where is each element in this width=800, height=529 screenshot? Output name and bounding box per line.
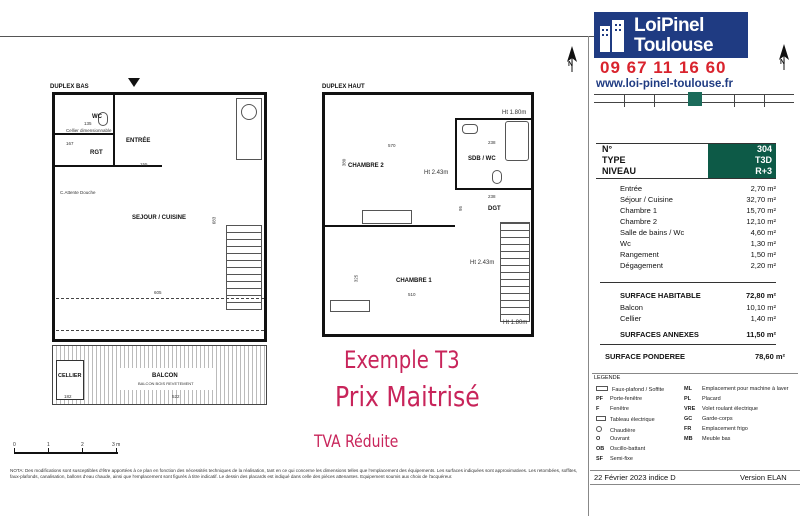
- wall: [531, 92, 534, 337]
- north-label: N: [568, 61, 574, 68]
- lot-type-value: T3D: [754, 155, 772, 165]
- surface-row: Entrée 2,70 m²: [620, 184, 776, 193]
- scale-label: 0: [13, 442, 16, 448]
- dimension: 238: [488, 140, 496, 145]
- dimension: 510: [408, 292, 416, 297]
- surfaces-annexes-row: SURFACES ANNEXES 11,50 m²: [620, 330, 776, 339]
- dimension: 238: [488, 194, 496, 199]
- panel-left-border: [588, 36, 589, 516]
- dimension: 135: [84, 121, 92, 126]
- wall: [113, 95, 115, 165]
- wall: [455, 188, 531, 190]
- brand-logo[interactable]: [594, 12, 748, 58]
- entry-arrow-icon: [128, 78, 140, 87]
- note-cellier-dimensionnable: Cellier dimensionnable: [66, 128, 112, 133]
- dimension: 155: [140, 162, 148, 167]
- scale-tick: [14, 448, 15, 454]
- legend-item: PL Placard: [684, 396, 721, 402]
- legend-item: OB Oscillo-battant: [596, 446, 646, 452]
- brand-phone[interactable]: 09 67 11 16 60: [600, 58, 727, 77]
- north-arrow-icon: [566, 46, 578, 72]
- dimension: 683: [211, 216, 217, 225]
- watermark-prix-maitrise: Prix Maitrisé: [335, 380, 480, 413]
- room-label-dgt: DGT: [488, 206, 501, 212]
- ceiling-dashline: [56, 298, 264, 299]
- wall: [52, 92, 267, 95]
- logo-line1: LoiPinel: [634, 15, 704, 36]
- brand-website[interactable]: www.loi-pinel-toulouse.fr: [596, 78, 733, 90]
- wall: [322, 92, 534, 95]
- surface-row: Rangement 1,50 m²: [620, 250, 776, 259]
- dimension: 380: [341, 158, 347, 167]
- legend-title: LEGENDE: [594, 375, 621, 381]
- wall: [52, 92, 55, 342]
- room-label-rgt: RGT: [90, 150, 103, 156]
- balcony-label-box: [118, 368, 214, 390]
- dimension: 605: [154, 290, 162, 295]
- legend-item: SF Semi-fixe: [596, 456, 633, 462]
- legend-item: F Fenêtre: [596, 406, 629, 412]
- dimension: 182: [64, 394, 72, 399]
- wall: [112, 165, 162, 167]
- height-label: Ht 2.43m: [470, 260, 495, 266]
- wall: [325, 225, 455, 227]
- scale-label: 3 m: [112, 442, 121, 448]
- staircase: [500, 222, 530, 322]
- room-label-chambre2: CHAMBRE 2: [348, 163, 384, 169]
- scale-label: 1: [47, 442, 50, 448]
- scale-label: 2: [81, 442, 84, 448]
- surface-ponderee-row: SURFACE PONDEREE 78,60 m²: [605, 352, 785, 361]
- top-border-line: [0, 36, 595, 37]
- surface-habitable-row: SURFACE HABITABLE 72,80 m²: [620, 291, 776, 300]
- wall: [455, 118, 457, 188]
- room-label-cellier: CELLIER: [58, 373, 82, 379]
- room-label-wc: WC: [92, 114, 102, 120]
- surface-row: Séjour / Cuisine 32,70 m²: [620, 195, 776, 204]
- kitchen-hob: [241, 104, 257, 120]
- legend-item: Faux-plafond / Soffite: [596, 386, 664, 393]
- bathtub: [505, 121, 529, 161]
- legend-item: PF Porte-fenêtre: [596, 396, 643, 402]
- location-mini-plan: [594, 92, 794, 110]
- legend-item: GC Garde-corps: [684, 416, 733, 422]
- legend-item: VRE Volet roulant électrique: [684, 406, 758, 412]
- watermark-tva-reduite: TVA Réduite: [314, 432, 399, 452]
- lot-type-label: TYPE: [602, 155, 626, 165]
- wall: [322, 334, 534, 337]
- wc-toilet: [492, 170, 502, 184]
- wall: [52, 339, 267, 342]
- scale-tick: [48, 448, 49, 454]
- room-label-entree: ENTRÉE: [126, 138, 151, 144]
- dimension: 325: [353, 274, 359, 283]
- sink: [462, 124, 478, 134]
- surface-row: Chambre 1 15,70 m²: [620, 206, 776, 215]
- room-label-sdb: SDB / WC: [468, 156, 496, 162]
- scale-line: [14, 452, 118, 454]
- north-arrow-icon: [778, 44, 790, 70]
- surface-row: Salle de bains / Wc 4,60 m²: [620, 228, 776, 237]
- room-label-sejour: SEJOUR / CUISINE: [132, 215, 187, 221]
- wall: [55, 133, 115, 135]
- wall: [264, 92, 267, 342]
- lot-number-value: 304: [756, 144, 772, 154]
- footer-version: Version ELAN: [740, 473, 787, 482]
- height-label: Ht 2.43m: [424, 170, 449, 176]
- legend-item: FR Emplacement frigo: [684, 426, 748, 432]
- wardrobe: [362, 210, 412, 224]
- lot-level-value: R+3: [755, 166, 772, 176]
- lot-table: [596, 143, 776, 179]
- note-attente: C.Attente Douche: [60, 190, 96, 195]
- dimension: 570: [388, 143, 396, 148]
- wall: [322, 92, 325, 337]
- wardrobe: [330, 300, 370, 312]
- surface-row: Wc 1,30 m²: [620, 239, 776, 248]
- legend-item: ML Emplacement pour machine à laver: [684, 386, 789, 392]
- surface-row: Dégagement 2,20 m²: [620, 261, 776, 270]
- surface-row: Chambre 2 12,10 m²: [620, 217, 776, 226]
- height-label: Ht 1.80m: [503, 320, 528, 326]
- legend-item: Tableau électrique: [596, 416, 655, 423]
- logo-line2: Toulouse: [634, 35, 714, 56]
- note-balcon: BALCON BOIS REVETEMENT: [138, 381, 194, 386]
- annex-row: Balcon 10,10 m²: [620, 303, 776, 312]
- height-label: Ht 1.80m: [502, 110, 527, 116]
- room-label-chambre1: CHAMBRE 1: [396, 278, 432, 284]
- lot-number-label: N°: [602, 144, 613, 154]
- annex-row: Cellier 1,40 m²: [620, 314, 776, 323]
- wall: [55, 165, 115, 167]
- plan-bas-title: DUPLEX BAS: [50, 84, 89, 90]
- footer-nota: NOTA: Des modifications sont susceptibles d'être apportées à ce plan en fonction des nécessités techniques de la réalisation, tant en ce qui concerne les dimensions telles que l'emplacement des équipements. Les surfaces indiquées sont approximatives. Les retombées, soffites, faux-plafonds, canalisation, ballons d'eau chaude, ainsi que l'emplacement sont figurés à titre indicatif. Le dessin des placards est indiqué dans celle des pièces attenantes. Equipement soumis aux choix de l'acquéreur.: [10, 468, 578, 479]
- footer-date: 22 Février 2023 indice D: [594, 473, 676, 482]
- wall: [455, 118, 531, 120]
- dimension: 167: [66, 141, 74, 146]
- scale-tick: [82, 448, 83, 454]
- plan-haut-title: DUPLEX HAUT: [322, 84, 365, 90]
- north-label: N: [780, 59, 786, 66]
- watermark-example-t3: Exemple T3: [344, 346, 460, 374]
- dimension: 95: [458, 205, 464, 212]
- ceiling-dashline: [56, 330, 264, 331]
- dimension: 522: [172, 394, 180, 399]
- legend-item: MB Meuble bas: [684, 436, 731, 442]
- legend-item: O Ouvrant: [596, 436, 630, 442]
- scale-tick: [116, 448, 117, 454]
- lot-level-label: NIVEAU: [602, 166, 637, 176]
- room-label-balcon: BALCON: [152, 373, 178, 379]
- legend-item: Chaudière: [596, 426, 635, 434]
- building-icon: [598, 18, 628, 52]
